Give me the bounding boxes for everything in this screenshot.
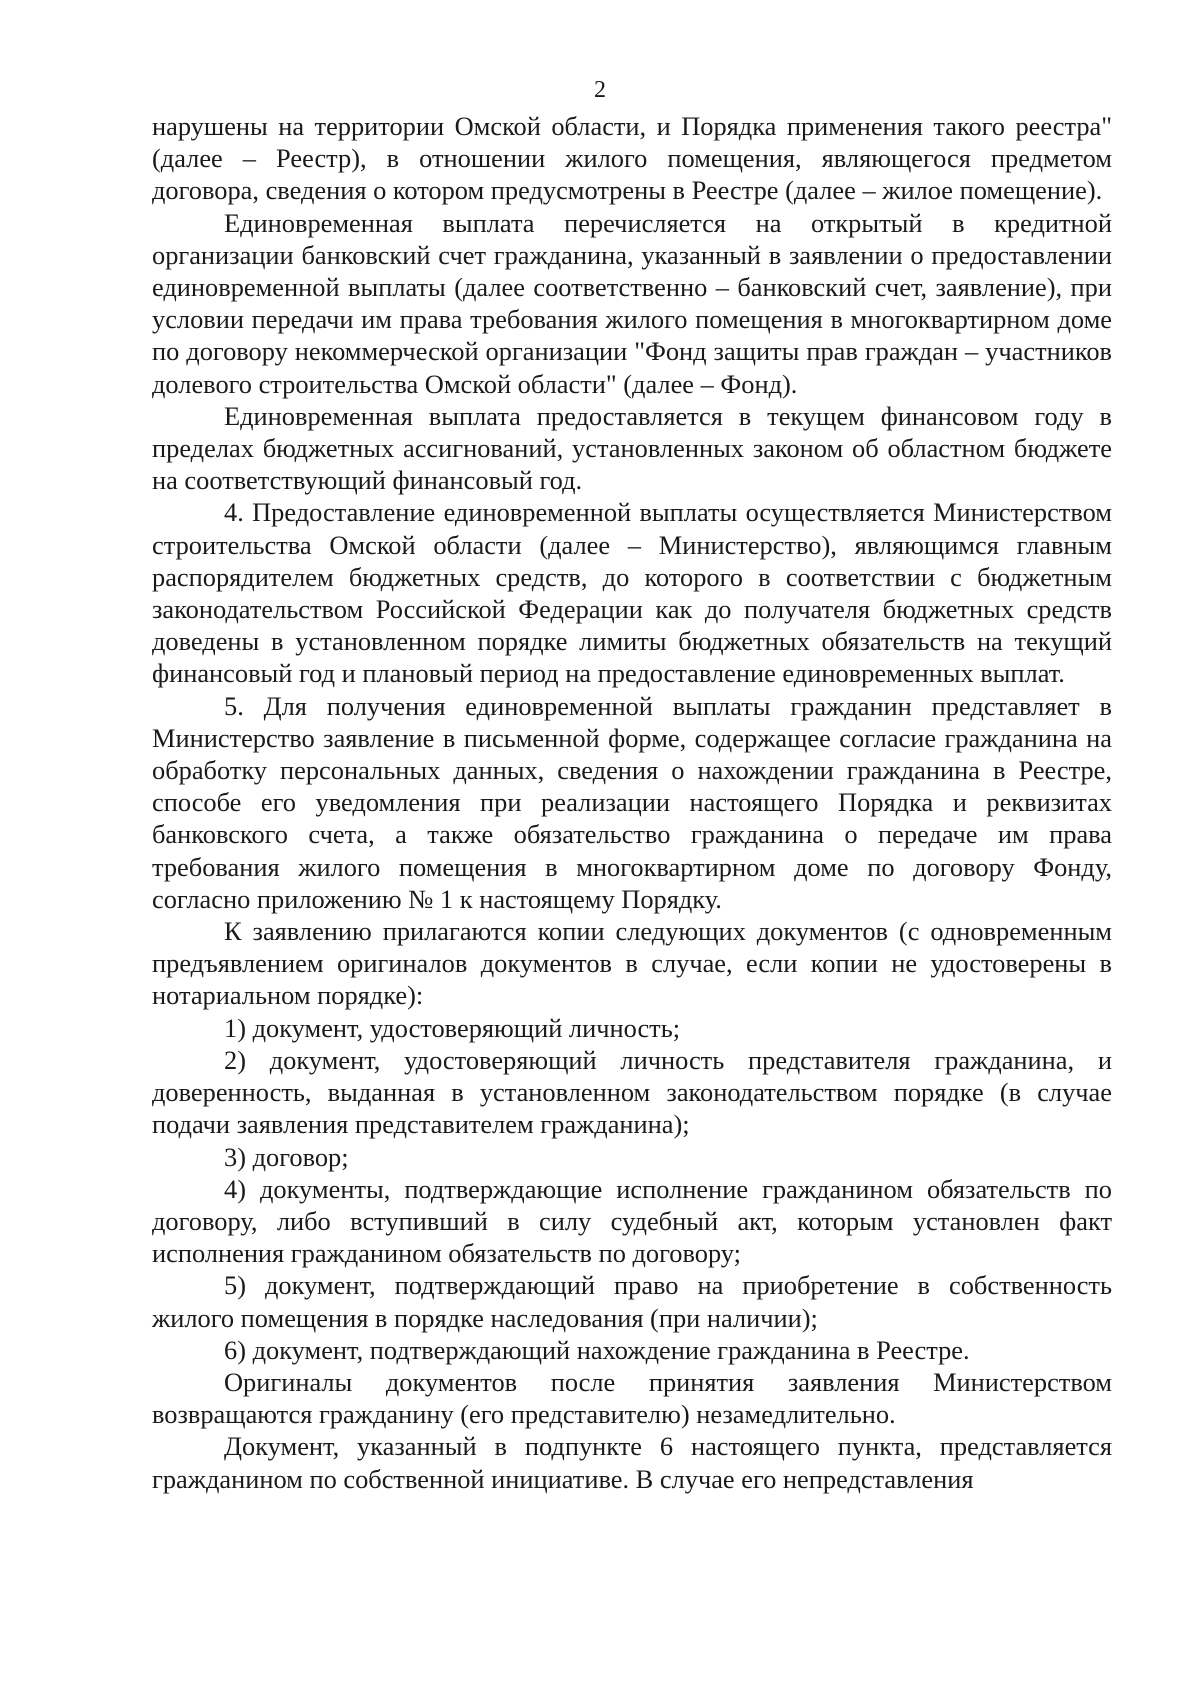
paragraph-attachments-intro: К заявлению прилагаются копии следующих документов (с одновременным предъявлением оригиналов документов в случае, если копии не удостоверены в нотариальном порядке): <box>152 916 1112 1011</box>
document-body <box>152 110 1112 1495</box>
list-item-2: 2) документ, удостоверяющий личность представителя гражданина, и доверенность, выданная в установленном законодательством порядке (в случае подачи заявления представителем гражданина); <box>152 1044 1112 1140</box>
paragraph-payment-budget: Единовременная выплата предоставляется в текущем финансовом году в пределах бюджетных ассигнований, установленных законом об областном бюджете на соответствующий финансовый год. <box>152 400 1112 496</box>
list-item-4: 4) документы, подтверждающие исполнение гражданином обязательств по договору, либо вступивший в силу судебный акт, которым установлен факт исполнения гражданином обязательств по договору; <box>152 1173 1112 1269</box>
paragraph-item-5: 5. Для получения единовременной выплаты гражданин представляет в Министерство заявление в письменной форме, содержащее согласие гражданина на обработку персональных данных, сведения о нахождении гражданина в Реестре, способе его уведомления при реализации настоящего Порядка и реквизитах банковского счета, а также обязательство гражданина о передаче им права требования жилого помещения в многоквартирном доме по договору Фонду, согласно приложению № 1 к настоящему Порядку. <box>152 690 1112 914</box>
list-item-5: 5) документ, подтверждающий право на приобретение в собственность жилого помещения в порядке наследования (при наличии); <box>152 1270 1112 1333</box>
paragraph-payment-transfer: Единовременная выплата перечисляется на открытый в кредитной организации банковский счет гражданина, указанный в заявлении о предоставлении единовременной выплаты (далее соответственно – банковский счет, заявление), при условии передачи им права требования жилого помещения в многоквартирном доме по договору некоммерческой организации "Фонд защиты прав граждан – участников долевого строительства Омской области" (далее – Фонд). <box>152 207 1112 399</box>
paragraph-reestr-continuation: нарушены на территории Омской области, и Порядка применения такого реестра" (далее – Реестр), в отношении жилого помещения, являющегося предметом договора, сведения о котором предусмотрены в Реестре (далее – жилое помещение). <box>152 111 1112 206</box>
page-number: 2 <box>594 77 606 103</box>
list-item-1: 1) документ, удостоверяющий личность; <box>224 1012 681 1043</box>
paragraph-document-initiative: Документ, указанный в подпункте 6 настоящего пункта, представляется гражданином по собственной инициативе. В случае его непредставления <box>152 1431 1112 1494</box>
paragraph-item-4: 4. Предоставление единовременной выплаты осуществляется Министерством строительства Омской области (далее – Министерство), являющимся главным распорядителем бюджетных средств, до которого в соответствии с бюджетным законодательством Российской Федерации как до получателя бюджетных средств доведены в установленном порядке лимиты бюджетных обязательств на текущий финансовый год и плановый период на предоставление единовременных выплат. <box>152 497 1112 689</box>
list-item-6: 6) документ, подтверждающий нахождение гражданина в Реестре. <box>224 1334 970 1365</box>
list-item-3: 3) договор; <box>224 1141 349 1172</box>
paragraph-originals-returned: Оригиналы документов после принятия заявления Министерством возвращаются гражданину (его представителю) незамедлительно. <box>152 1366 1112 1430</box>
